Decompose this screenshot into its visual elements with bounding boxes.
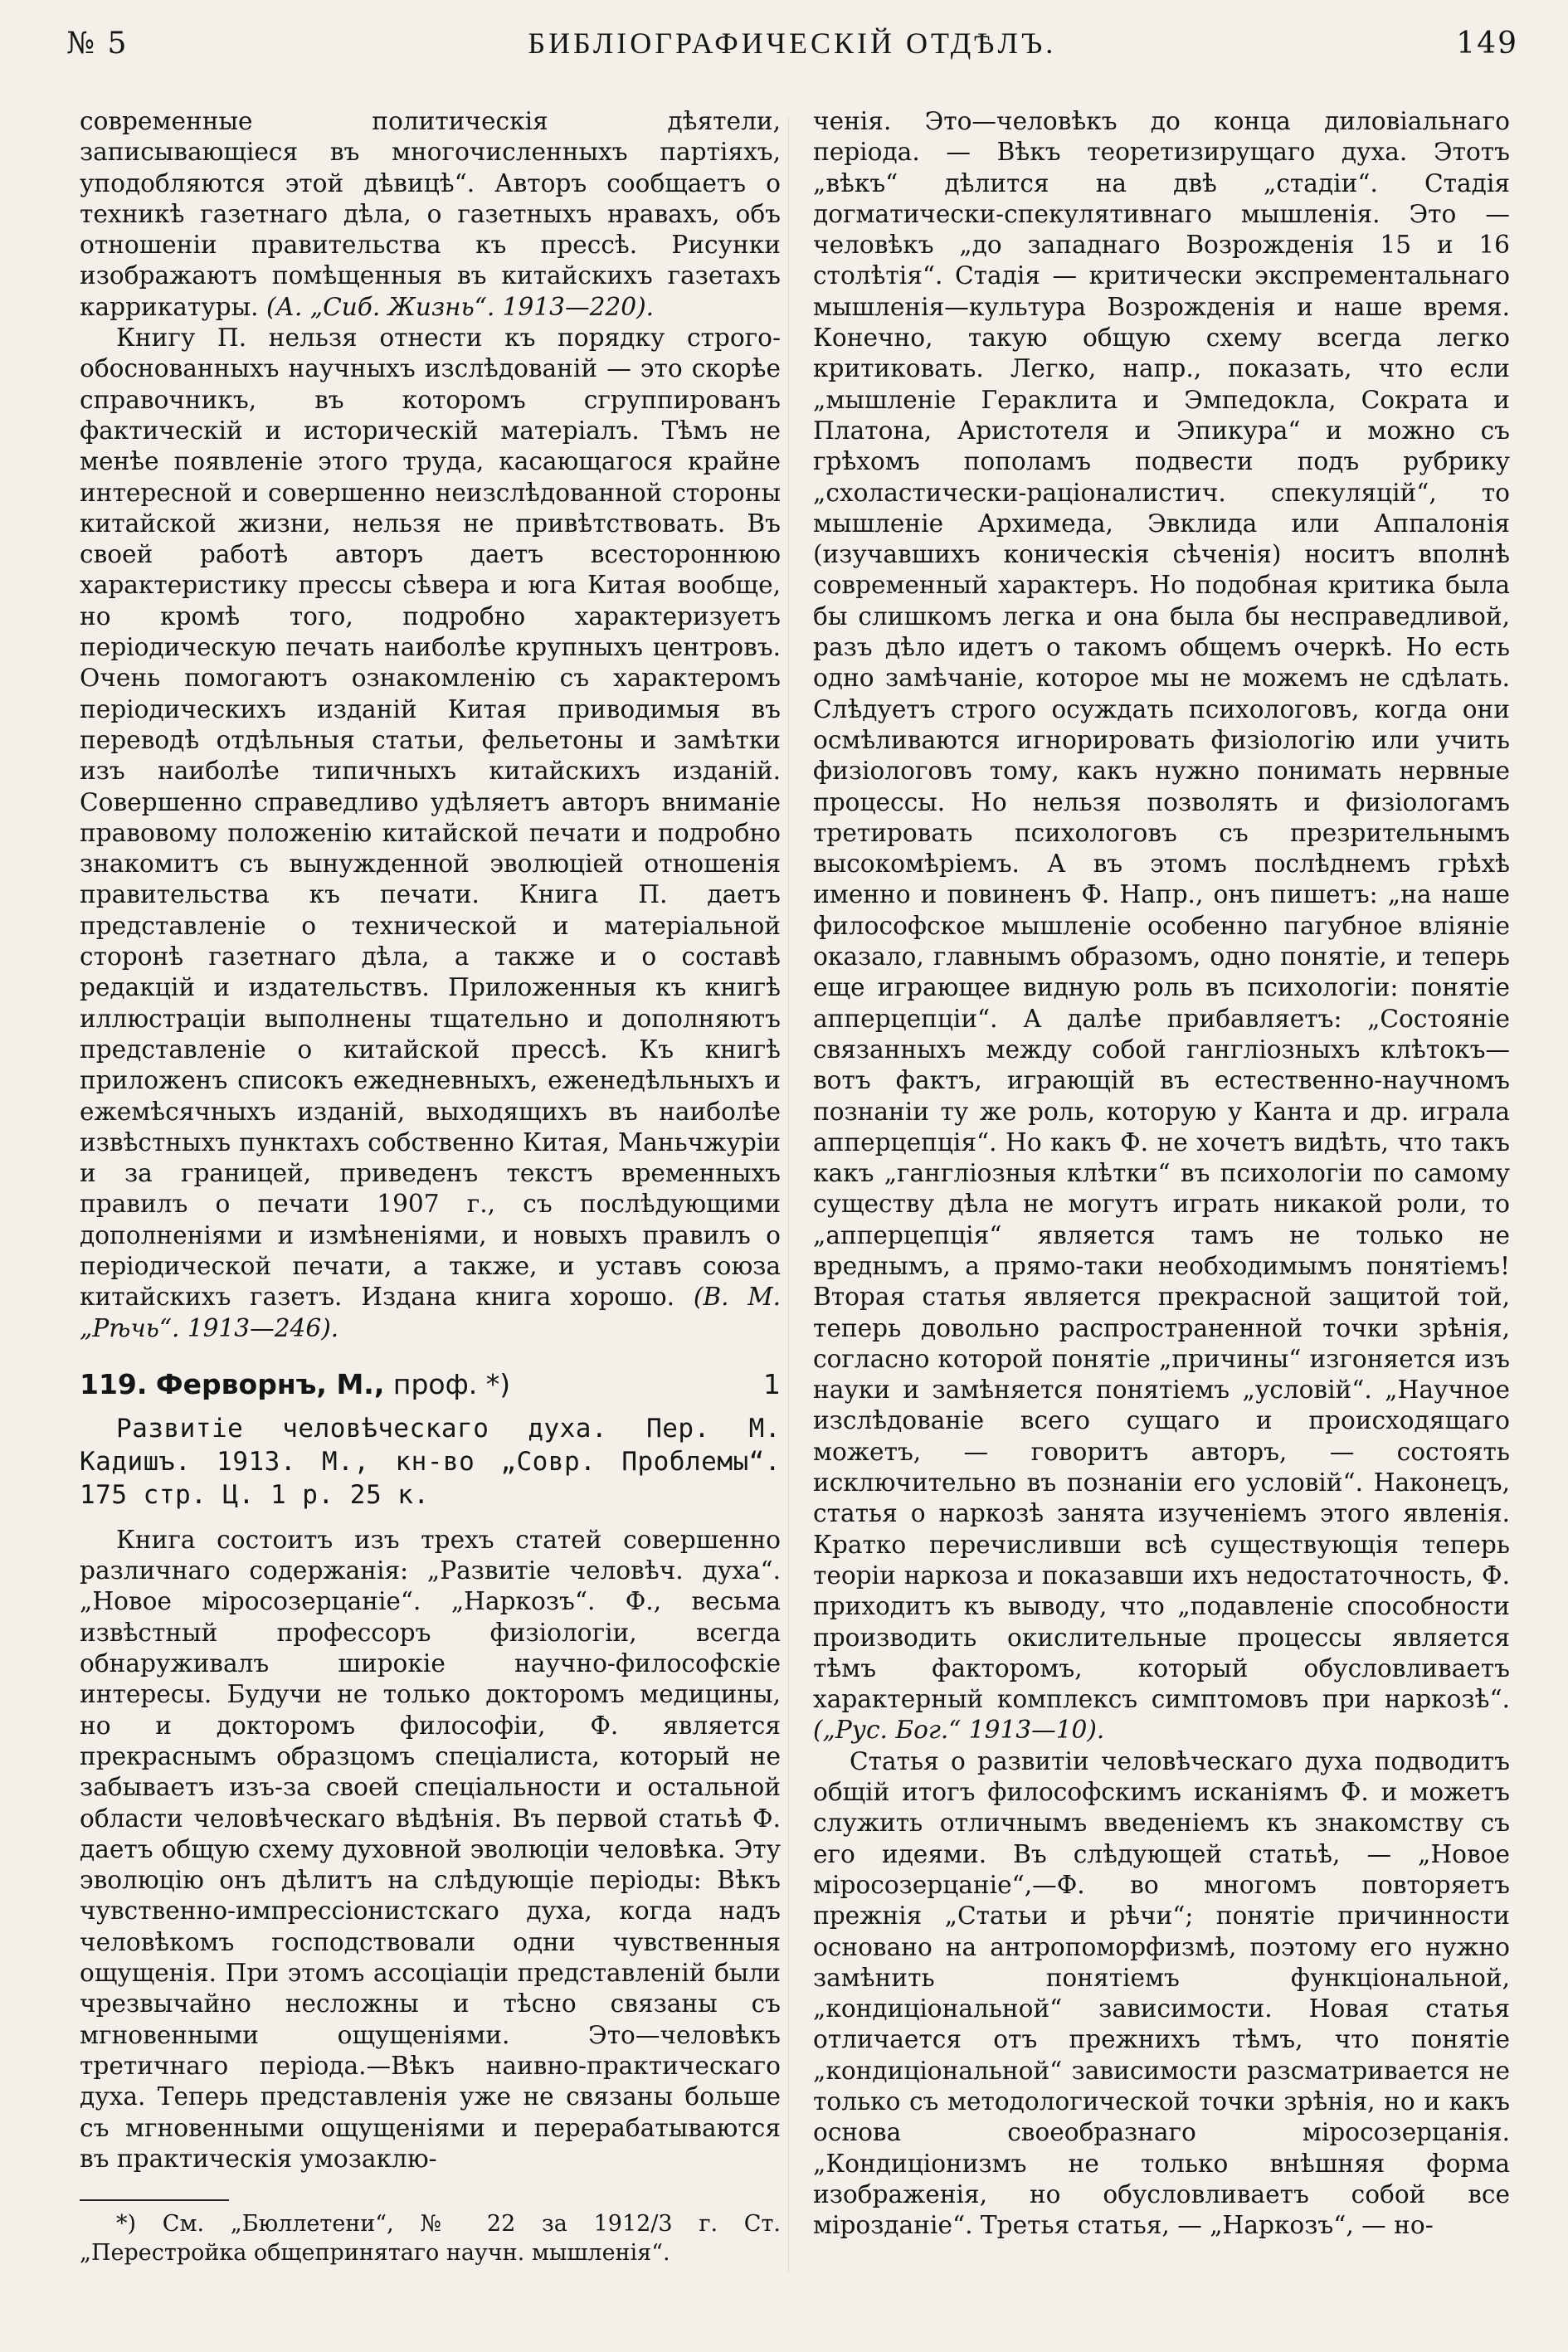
page-header <box>66 18 1518 68</box>
left-column <box>80 106 781 2267</box>
entry-count: 1 <box>763 1367 781 1400</box>
paragraph-text: Статья о развитіи человѣческаго духа подводитъ общій итогъ философскимъ исканіямъ Ф. и можетъ служить отличнымъ введеніемъ къ знакомству съ его идеями. Въ слѣдующей статьѣ, — „Новое міросозерцаніе“,—Ф. во многомъ повторяетъ прежнія „Статьи и рѣчи“; понятіе причинности основано на антропоморфизмѣ, поэтому его нужно замѣнить понятіемъ функціональной, „кондиціональной“ зависимости. Новая статья отличается отъ прежнихъ тѣмъ, что понятіе „кондиціональной“ зависимости разсматривается не только съ методологической точки зрѣнія, но и какъ основа своеобразнаго міросозерцанія. „Кондиціонизмъ не только внѣшняя форма изображенія, но обусловливаетъ собой все мірозданіе“. Третья статья, — „Наркозъ“, — но- <box>813 1746 1510 2240</box>
paragraph <box>80 323 781 1344</box>
paragraph-text: ченія. Это—человѣкъ до конца диловіальнаго періода. — Вѣкъ теоретизирущаго духа. Этотъ „вѣкъ“ дѣлится на двѣ „стадіи“. Стадія догматически-спекулятивнаго мышленія. Это — человѣкъ „до западнаго Возрожденія 15 и 16 столѣтія“. Стадія — критически экспрементальнаго мышленія—культура Возрожденія и наше время. Конечно, такую общую схему всегда легко критиковать. Легко, напр., показать, что если „мышленіе Гераклита и Эмпедокла, Сократа и Платона, Аристотеля и Эпикура“ и можно съ грѣхомъ пополамъ подвести подъ рубрику „схоластически-раціоналистич. спекуляцій“, то мышленіе Архимеда, Эвклида или Аппалонія (изучавшихъ коническія сѣченія) носитъ вполнѣ современный характеръ. Но подобная критика была бы слишкомъ легка и она была бы несправедливой, разъ дѣло идетъ о такомъ общемъ очеркѣ. Но есть одно замѣчаніе, которое мы не можемъ не сдѣлать. Слѣдуетъ строго осуждать психологовъ, когда они осмѣливаются игнорировать физіологію или учить физіологовъ тому, какъ нужно понимать нервные процессы. Но нельзя позволять и физіологамъ третировать психологовъ съ презрительнымъ высокомѣріемъ. А въ этомъ послѣднемъ грѣхѣ именно и повиненъ Ф. Напр., онъ пишетъ: „на наше философское мышленіе особенно пагубное вліяніе оказало, главнымъ образомъ, одно понятіе, и теперь еще играющее видную роль въ психологіи: понятіе апперцепціи“. А далѣе прибавляетъ: „Состояніе связанныхъ между собой ганглiозныхъ клѣтокъ—вотъ фактъ, играющій въ естественно-научномъ познаніи ту же роль, которую у Канта и др. играла апперцепція“. Но какъ Ф. не хочетъ видѣть, что такъ какъ „ганглiозныя клѣтки“ въ психологіи по самому существу дѣла не могутъ играть никакой роли, то „апперцепція“ является тамъ не только не вреднымъ, а прямо-таки необходимымъ понятіемъ! Вторая статья является прекрасной защитой той, теперь довольно распространенной точки зрѣнія, согласно которой понятіе „причины“ изгоняется изъ науки и замѣняется понятіемъ „условій“. „Научное изслѣдованіе всего сущаго и происходящаго можетъ, — говоритъ авторъ, — состоять исключительно въ познаніи его условій“. Наконецъ, статья о наркозѣ занята изученіемъ этого явленія. Кратко перечисливши всѣ существующія теперь теоріи наркоза и показавши ихъ недостаточность, Ф. приходитъ къ выводу, что „подавленіе способности производить окислительные процессы является тѣмъ факторомъ, который обусловливаетъ характерный комплексъ симптомовъ при наркозѣ“. <box>813 107 1510 1714</box>
entry-author-suffix: проф. *) <box>384 1367 511 1400</box>
footnote-rule <box>80 2199 229 2201</box>
entry-number: 119. <box>80 1367 148 1400</box>
column-divider <box>788 116 789 2273</box>
entry-heading <box>80 1367 781 1402</box>
source-citation: (А. „Сиб. Жизнь“. 1913—220). <box>266 292 655 321</box>
paragraph <box>813 1746 1510 2242</box>
issue-number: № 5 <box>66 26 129 61</box>
paragraph-text: современные политическія дѣятели, записывающіеся въ многочисленныхъ партіяхъ, уподобляются этой дѣвицѣ“. Авторъ сообщаетъ о техникѣ газетнаго дѣла, о газетныхъ нравахъ, объ отношеніи правительства къ прессѣ. Рисунки изображаютъ помѣщенныя въ китайскихъ газетахъ каррикатуры. <box>80 107 781 321</box>
page-number: 149 <box>1456 26 1518 61</box>
footnote: *) См. „Бюллетени“, № 22 за 1912/3 г. Ст. „Перестройка общепринятаго научн. мышленія“. <box>80 2211 781 2267</box>
section-title: БИБЛІОГРАФИЧЕСКІЙ ОТДѢЛЪ. <box>528 27 1057 60</box>
source-citation: (В. М. „Рѣчь“. 1913—246). <box>80 1283 781 1342</box>
right-column <box>813 106 1510 2241</box>
source-citation: („Рус. Бог.“ 1913—10). <box>813 1716 1105 1745</box>
paragraph <box>80 106 781 323</box>
paragraph <box>80 1525 781 2174</box>
paragraph-text: Книгу П. нельзя отнести къ порядку строго-обоснованныхъ научныхъ изслѣдованій — это скорѣе справочникъ, въ которомъ сгруппированъ фактическій и историческій матеріалъ. Тѣмъ не менѣе появленіе этого труда, касающагося крайне интересной и совершенно неизслѣдованной стороны китайской жизни, нельзя не привѣтствовать. Въ своей работѣ авторъ даетъ всестороннюю характеристику прессы сѣвера и юга Китая вообще, но кромѣ того, подробно характеризуетъ періодическую печать наиболѣе крупныхъ центровъ. Очень помогаютъ ознакомленію съ характеромъ періодическихъ изданій Китая приводимыя въ переводѣ отдѣльныя статьи, фельетоны и замѣтки изъ наиболѣе типичныхъ китайскихъ изданій. Совершенно справедливо удѣляетъ авторъ вниманіе правовому положенію китайской печати и подробно знакомитъ съ вынужденной эволюціей отношенія правительства къ печати. Книга П. даетъ представленіе о технической и матеріальной сторонѣ газетнаго дѣла, а также и о составѣ редакцій и издательствъ. Приложенныя къ книгѣ иллюстраціи выполнены тщательно и дополняютъ представленіе о китайской прессѣ. Къ книгѣ приложенъ списокъ ежедневныхъ, еженедѣльныхъ и ежемѣсячныхъ изданій, выходящихъ въ наиболѣе извѣстныхъ пунктахъ собственно Китая, Маньчжуріи и за границей, приведенъ текстъ временныхъ правилъ о печати 1907 г., съ послѣдующими дополненіями и измѣненіями, и новыхъ правилъ о періодической печати, а также, и уставъ союза китайскихъ газетъ. Издана книга хорошо. <box>80 324 781 1312</box>
paragraph <box>813 106 1510 1746</box>
paragraph-text: Книга состоитъ изъ трехъ статей совершенно различнаго содержанія: „Развитіе человѣч. духа“. „Новое міросозерцаніе“. „Наркозъ“. Ф., весьма извѣстный профессоръ физіологіи, всегда обнаруживалъ широкіе научно-философскіе интересы. Будучи не только докторомъ медицины, но и докторомъ философіи, Ф. является прекраснымъ образцомъ спеціалиста, который не забываетъ изъ-за своей спеціальности и остальной области человѣческаго вѣдѣнія. Въ первой статьѣ Ф. даетъ общую схему духовной эволюціи человѣка. Эту эволюцію онъ дѣлитъ на слѣдующіе періоды: Вѣкъ чувственно-импрессіонистскаго духа, когда надъ человѣкомъ господствовали одни чувственныя ощущенія. При этомъ ассоціаціи представленій были чрезвычайно несложны и тѣсно связаны съ мгновенными ощущеніями. Это—человѣкъ третичнаго періода.—Вѣкъ наивно-практическаго духа. Теперь представленія уже не связаны больше съ мгновенными ощущеніями и перерабатываются въ практическія умозаклю- <box>80 1525 781 2173</box>
entry-description: Развитіе человѣческаго духа. Пер. М. Кадишъ. 1913. М., кн-во „Совр. Проблемы“. 175 стр. Ц. 1 р. 25 к. <box>80 1413 781 1510</box>
entry-author: Ферворнъ, М., <box>155 1367 385 1400</box>
